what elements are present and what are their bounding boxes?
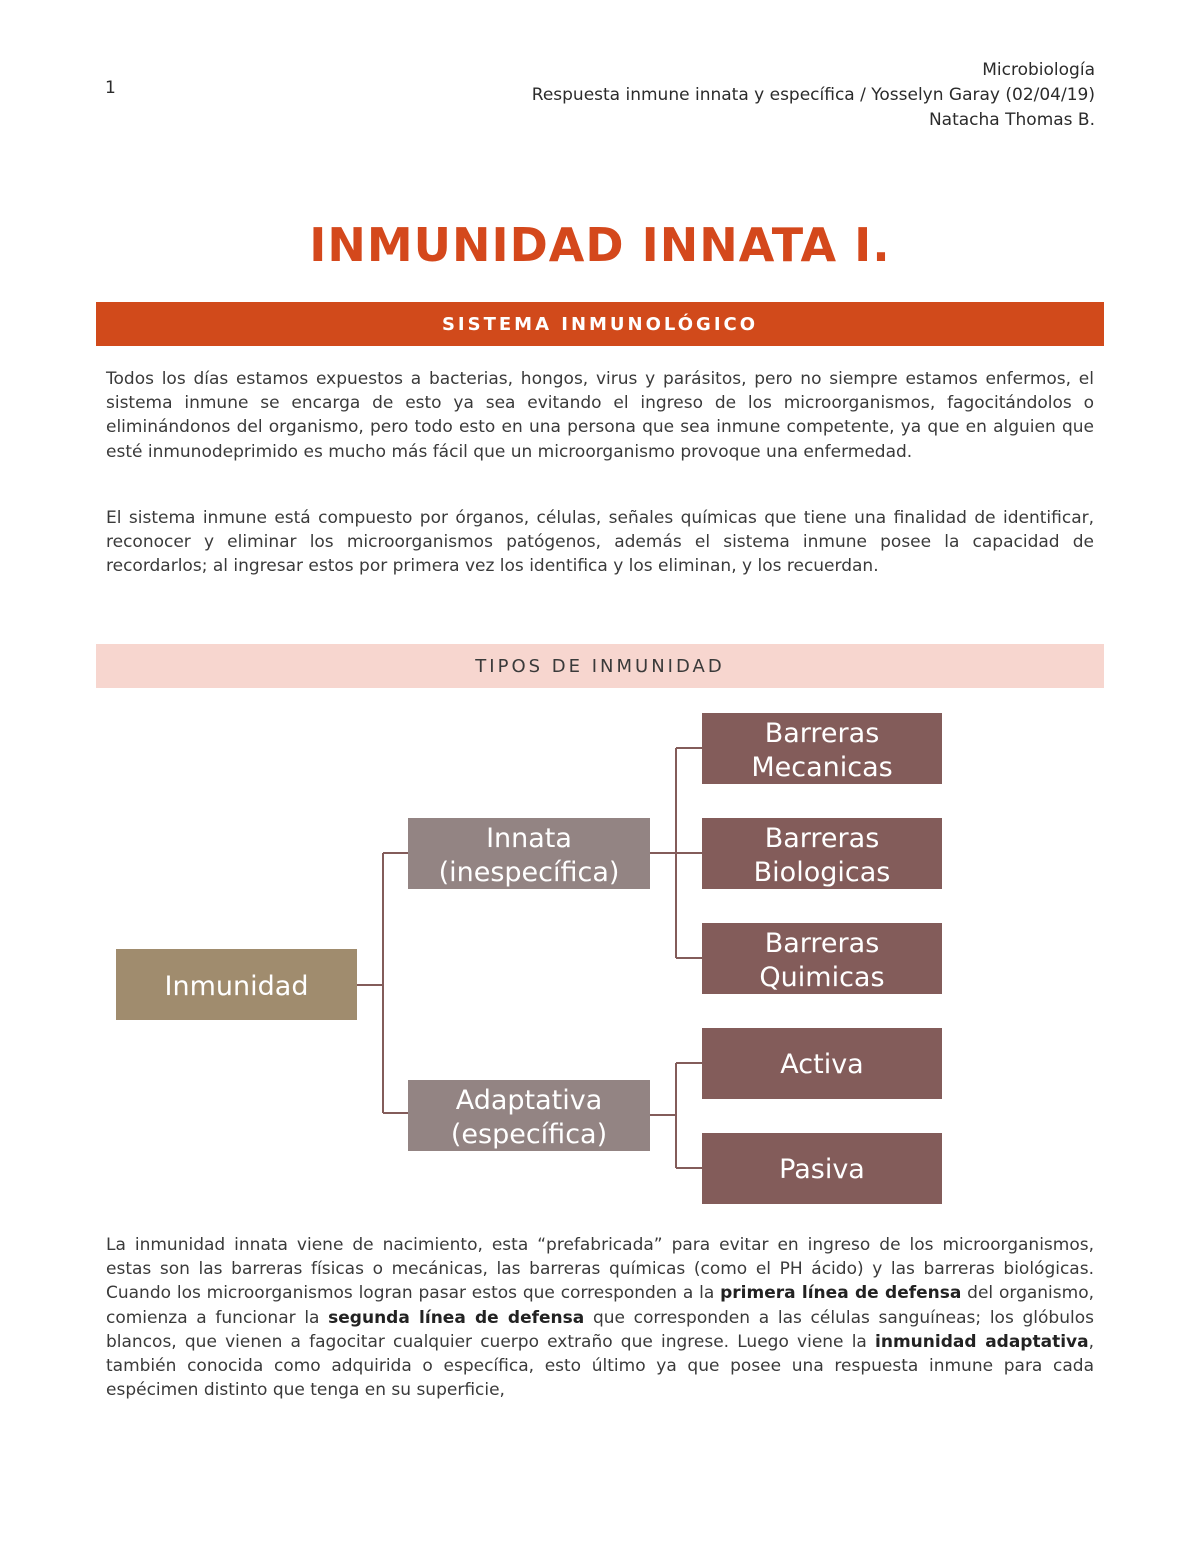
node-barreras-quimicas — [702, 923, 942, 994]
node-pasiva — [702, 1133, 942, 1204]
node-adaptativa-label-2: (específica) — [450, 1119, 608, 1150]
node-barreras-mecanicas — [702, 713, 942, 784]
connector-innata — [650, 748, 702, 958]
immunity-hierarchy-diagram — [0, 700, 1200, 1210]
header-author: Natacha Thomas B. — [928, 110, 1095, 130]
page-number: 1 — [105, 78, 116, 98]
node-adaptativa-label-1: Adaptativa — [455, 1085, 603, 1116]
node-barreras-biologicas — [702, 818, 942, 889]
connector-root — [357, 853, 408, 1113]
document-header — [532, 58, 1095, 133]
bold-inmunidad-adaptativa: inmunidad adaptativa — [875, 1331, 1089, 1352]
paragraph-3-text-1: La inmunidad innata viene de nacimiento, esta “prefabricada” para evitar en ingreso de los microorganismos, estas son las barreras físicas o mecánicas, las barreras químicas (como el PH ácido) y las barreras biológicas. Cuando los microorganismos logran pasar estos que corresponden a la — [106, 1235, 1094, 1304]
header-lecture: Respuesta inmune innata y específica / Yosselyn Garay (02/04/19) — [531, 85, 1095, 105]
node-adaptativa — [408, 1080, 650, 1151]
node-activa-label: Activa — [780, 1049, 864, 1080]
node-quimicas-label-2: Quimicas — [759, 962, 885, 993]
paragraph-2: El sistema inmune está compuesto por órganos, células, señales químicas que tiene una finalidad de identificar, reconocer y eliminar los microorganismos patógenos, además el sistema inmune posee la capacidad de recordarlos; al ingresar estos por primera vez los identifica y los eliminan, y los recuerdan. — [106, 508, 1094, 577]
node-biologicas-label-1: Barreras — [764, 823, 880, 854]
bold-segunda-linea: segunda línea de defensa — [328, 1307, 585, 1328]
section-heading-tipos: TIPOS DE INMUNIDAD — [96, 644, 1104, 688]
paragraph-1: Todos los días estamos expuestos a bacterias, hongos, virus y parásitos, pero no siempre estamos enfermos, el sistema inmune se encarga de esto ya sea evitando el ingreso de los microorganismos, fagocitándolos o eliminándonos del organismo, pero todo esto en una persona que sea inmune competente, ya que en alguien que esté inmunodeprimido es mucho más fácil que un microorganismo provoque una enfermedad. — [106, 369, 1094, 462]
paragraph-3-text-3: que corresponden a las células sanguíneas; los glóbulos blancos, que vienen a fagocitar cualquier cuerpo extraño que ingrese. Luego viene la — [106, 1307, 1094, 1352]
connector-adaptativa — [650, 1063, 702, 1168]
node-mecanicas-label-2: Mecanicas — [751, 752, 893, 783]
section-heading-sistema: SISTEMA INMUNOLÓGICO — [96, 302, 1104, 346]
node-pasiva-label: Pasiva — [779, 1154, 865, 1185]
header-subject: Microbiología — [982, 60, 1095, 80]
bold-primera-linea: primera línea de defensa — [720, 1283, 962, 1304]
paragraph-3-text-2: del organismo, comienza a funcionar la — [106, 1283, 1094, 1328]
node-innata-label-1: Innata — [486, 823, 572, 854]
node-activa — [702, 1028, 942, 1099]
paragraph-3-text-4: , también conocida como adquirida o específica, esto último ya que posee una respuesta inmune para cada espécimen distinto que tenga en su superficie, — [106, 1331, 1094, 1401]
node-inmunidad-label: Inmunidad — [164, 971, 309, 1002]
node-inmunidad — [116, 949, 357, 1020]
node-quimicas-label-1: Barreras — [764, 928, 880, 959]
node-biologicas-label-2: Biologicas — [753, 857, 891, 888]
page-title: INMUNIDAD INNATA I. — [309, 218, 891, 272]
node-mecanicas-label-1: Barreras — [764, 718, 880, 749]
node-innata — [408, 818, 650, 889]
paragraph-3 — [106, 1233, 1094, 1402]
node-innata-label-2: (inespecífica) — [438, 857, 620, 888]
